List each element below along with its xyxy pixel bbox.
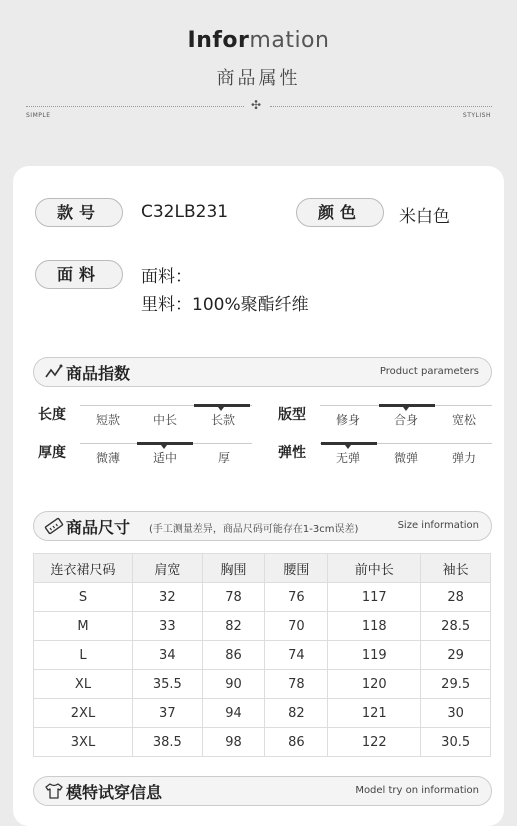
- table-cell: 90: [202, 670, 265, 699]
- col-waist: 腰围: [265, 554, 328, 583]
- size-note: (手工测量差异，商品尺码可能存在1-3cm误差): [149, 524, 359, 535]
- table-cell: 2XL: [34, 699, 133, 728]
- simple-tag: SIMPLE: [26, 112, 51, 119]
- color-value: 米白色: [399, 207, 450, 227]
- table-cell: 30.5: [421, 728, 491, 757]
- elasticity-option-slight: 微弹: [394, 451, 419, 465]
- table-cell: 70: [265, 612, 328, 641]
- fit-label: 版型: [278, 407, 306, 423]
- table-cell: 34: [133, 641, 203, 670]
- table-cell: L: [34, 641, 133, 670]
- fit-option-loose: 宽松: [452, 413, 477, 427]
- table-cell: M: [34, 612, 133, 641]
- divider-right: [270, 106, 492, 107]
- parameters-title: 商品指数: [66, 364, 131, 383]
- thickness-label: 厚度: [38, 445, 66, 461]
- title-cn: 商品属性: [216, 68, 301, 89]
- table-cell: 121: [328, 699, 421, 728]
- table-cell: 78: [202, 583, 265, 612]
- fit-option-regular: 合身: [394, 413, 419, 427]
- fabric-label: 面料: [35, 260, 123, 289]
- table-row: [34, 728, 491, 757]
- table-cell: 3XL: [34, 728, 133, 757]
- table-cell: S: [34, 583, 133, 612]
- table-row: [34, 670, 491, 699]
- model-title: 模特试穿信息: [66, 783, 163, 802]
- col-sleeve: 袖长: [421, 554, 491, 583]
- table-cell: 32: [133, 583, 203, 612]
- size-header: [33, 511, 492, 541]
- table-cell: 119: [328, 641, 421, 670]
- fabric-lining: 里料：100%聚酯纤维: [141, 295, 309, 315]
- table-cell: 120: [328, 670, 421, 699]
- table-cell: 35.5: [133, 670, 203, 699]
- style-value: C32LB231: [141, 202, 229, 222]
- table-cell: 37: [133, 699, 203, 728]
- ruler-icon: [44, 516, 64, 536]
- table-cell: 38.5: [133, 728, 203, 757]
- size-table-header: [34, 554, 491, 583]
- col-shoulder: 肩宽: [133, 554, 203, 583]
- title-en: Information: [187, 28, 330, 53]
- length-option-long: 长款: [211, 413, 236, 427]
- style-label: 款号: [35, 198, 123, 227]
- model-en: Model try on information: [355, 785, 479, 796]
- thickness-option-thin: 微薄: [96, 451, 121, 465]
- size-en: Size information: [397, 520, 479, 531]
- trend-icon: [44, 362, 64, 382]
- color-label: 颜色: [296, 198, 384, 227]
- table-cell: 29.5: [421, 670, 491, 699]
- elasticity-option-none: 无弹: [336, 451, 361, 465]
- table-cell: 122: [328, 728, 421, 757]
- page-header: [0, 0, 517, 170]
- table-row: [34, 612, 491, 641]
- parameters-header: [33, 357, 492, 387]
- table-cell: 98: [202, 728, 265, 757]
- table-cell: 82: [202, 612, 265, 641]
- table-cell: 74: [265, 641, 328, 670]
- fit-option-slim: 修身: [336, 413, 361, 427]
- col-size: 连衣裙尺码: [34, 554, 133, 583]
- stylish-tag: STYLISH: [462, 112, 491, 119]
- table-cell: 28: [421, 583, 491, 612]
- elasticity-label: 弹性: [278, 445, 306, 461]
- col-chest: 胸围: [202, 554, 265, 583]
- fabric-outer: 面料：: [141, 267, 192, 287]
- divider-left: [26, 106, 244, 107]
- elasticity-option-stretch: 弹力: [452, 451, 477, 465]
- table-cell: 86: [202, 641, 265, 670]
- col-front-length: 前中长: [328, 554, 421, 583]
- table-cell: 117: [328, 583, 421, 612]
- table-row: [34, 641, 491, 670]
- table-cell: XL: [34, 670, 133, 699]
- table-cell: 29: [421, 641, 491, 670]
- table-row: [34, 583, 491, 612]
- thickness-option-medium: 适中: [153, 451, 178, 465]
- shirt-icon: [44, 781, 64, 801]
- length-label: 长度: [38, 407, 66, 423]
- length-option-mid: 中长: [153, 413, 178, 427]
- table-cell: 28.5: [421, 612, 491, 641]
- cross-icon: ✣: [251, 98, 262, 112]
- size-title: 商品尺寸: [66, 518, 131, 537]
- table-row: [34, 699, 491, 728]
- table-cell: 118: [328, 612, 421, 641]
- table-cell: 82: [265, 699, 328, 728]
- model-header: [33, 776, 492, 806]
- size-table: [33, 553, 491, 757]
- table-cell: 76: [265, 583, 328, 612]
- table-cell: 94: [202, 699, 265, 728]
- table-cell: 30: [421, 699, 491, 728]
- table-cell: 86: [265, 728, 328, 757]
- parameters-en: Product parameters: [379, 366, 479, 377]
- length-option-short: 短款: [96, 413, 121, 427]
- table-cell: 78: [265, 670, 328, 699]
- table-cell: 33: [133, 612, 203, 641]
- thickness-option-thick: 厚: [218, 451, 231, 465]
